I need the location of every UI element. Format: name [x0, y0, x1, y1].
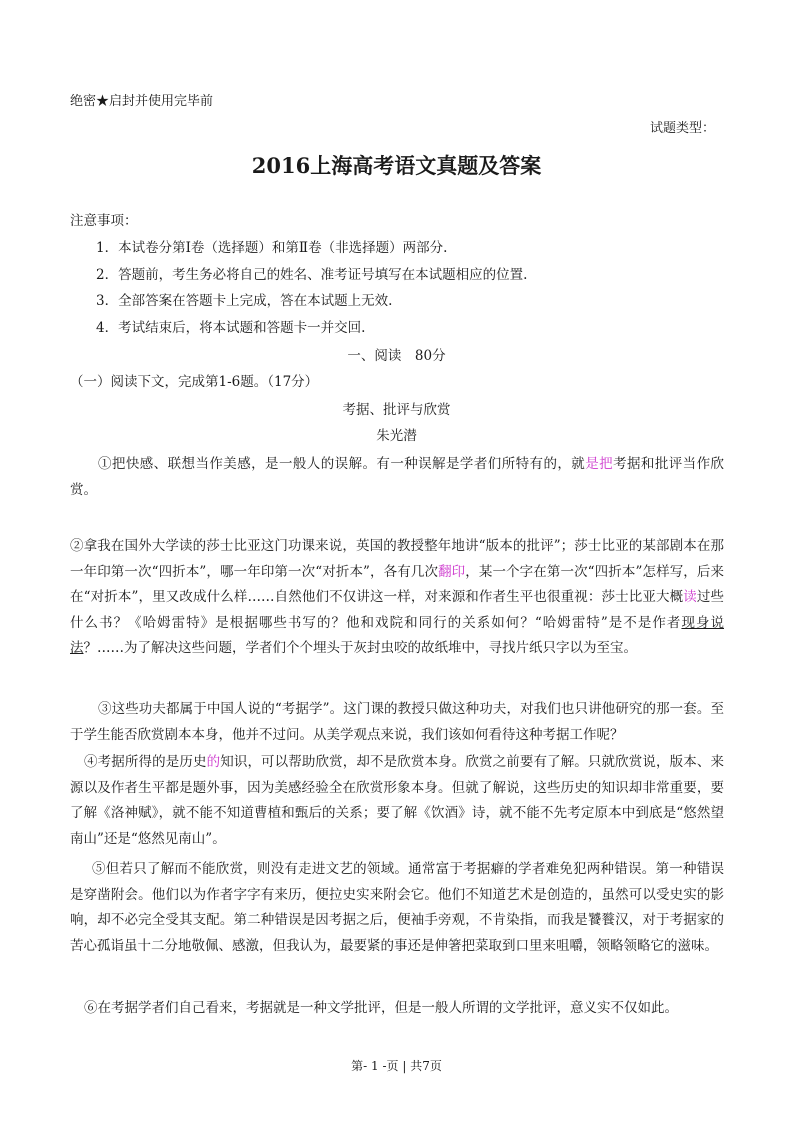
note-item-4: 4．考试结束后，将本试题和答题卡一并交回.	[96, 320, 366, 336]
paragraph-5: ⑤但若只了解而不能欣赏，则没有走进文艺的领域。通常富于考据癖的学者难免犯两种错误。第一种错误是穿凿附会。他们以为作者字字有来历，便拉史实来附会它。他们不知道艺术是创造的，虽然可以受史实的影响，却不必完全受其支配。第二种错误是因考据之后，便袖手旁观，不肯染指，而我是饕餮汉，对于考据家的苦心孤诣虽十二分地敬佩、感激，但我认为，最要紧的事还是伸箸把菜取到口里来咀嚼，领略领略它的滋味。	[70, 861, 724, 954]
section-heading: 一、阅读 80分	[347, 348, 446, 364]
paragraph-6: ⑥在考据学者们自己看来，考据就是一种文学批评，但是一般人所谓的文学批评，意义实不仅如此。	[84, 1000, 678, 1016]
article-author: 朱光潜	[376, 428, 417, 444]
page-footer: 第- 1 -页 | 共7页	[351, 1059, 442, 1073]
section-instruction: （一）阅读下文，完成第1-6题。（17分）	[70, 374, 319, 390]
note-item-1: 1．本试卷分第Ⅰ卷（选择题）和第Ⅱ卷（非选择题）两部分.	[96, 240, 448, 256]
note-item-2: 2．答题前，考生务必将自己的姓名、准考证号填写在本试题相应的位置.	[96, 267, 528, 283]
question-type-label: 试题类型：	[649, 121, 715, 136]
paragraph-3: ③这些功夫都属于中国人说的“考据学”。这门课的教授只做这种功夫，对我们也只讲他研究的那一套。至于学生能否欣赏剧本本身，他并不过问。从美学观点来说，我们该如何看待这种考据工作呢？	[70, 701, 724, 743]
paragraph-2: ②拿我在国外大学读的莎士比亚这门功课来说，英国的教授整年地讲“版本的批评”；莎士比亚的某部剧本在那一年印第一次“四折本”，哪一年印第一次“对折本”，各有几次翻印，某一个字在第一次“四折本”怎样写，后来在“对折本”，里又改成什么样……自然他们不仅讲这一样，对来源和作者生平也很重视：莎士比亚大概读过些什么书？《哈姆雷特》是根据哪些书写的？他和戏院和同行的关系如何？“哈姆雷特”是不是作者现身说法？……为了解决这些问题，学者们个个埋头于灰封虫咬的故纸堆中，寻找片纸只字以为至宝。	[70, 538, 724, 656]
note-item-3: 3．全部答案在答题卡上完成，答在本试题上无效.	[96, 293, 393, 309]
notes-heading: 注意事项：	[70, 213, 138, 229]
article-title: 考据、批评与欣赏	[342, 402, 451, 418]
paragraph-1: ①把快感、联想当作美感，是一般人的误解。有一种误解是学者们所特有的，就是把考据和批评当作欣赏。	[70, 456, 725, 498]
confidential-label: 绝密★启封并使用完毕前	[70, 94, 214, 109]
paragraph-4: ④考据所得的是历史的知识，可以帮助欣赏，却不是欣赏本身。欣赏之前要有了解。只就欣赏说，版本、来源以及作者生平都是题外事，因为美感经验全在欣赏形象本身。但就了解说，这些历史的知识却非常重要，要了解《洛神赋》，就不能不知道曹植和甄后的关系；要了解《饮酒》诗，就不能不先考定原本中到底是“悠然望南山”还是“悠然见南山”。	[70, 754, 725, 847]
page-title: 2016上海高考语文真题及答案	[251, 153, 542, 178]
